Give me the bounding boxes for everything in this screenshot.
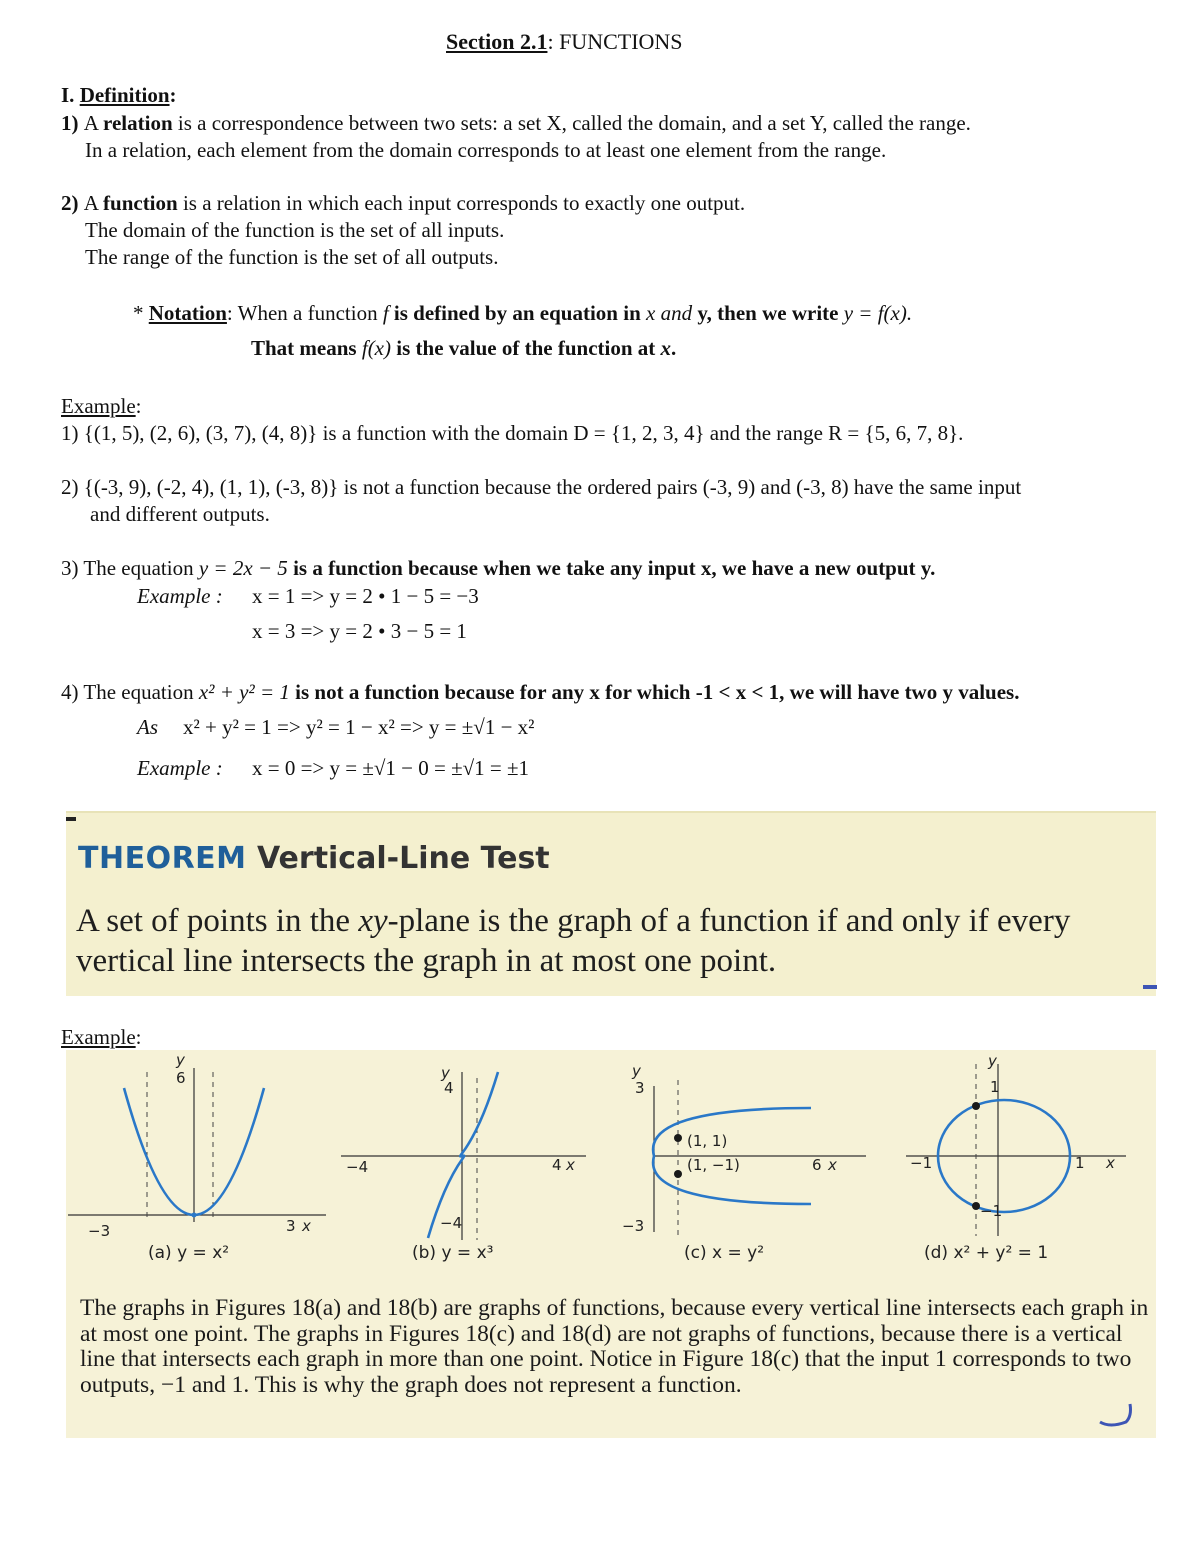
corner-mark xyxy=(1143,985,1157,989)
tick-label: −3 xyxy=(88,1222,111,1240)
caption-a: (a) y = x² xyxy=(148,1243,230,1263)
theorem-body xyxy=(76,901,1151,981)
notation-line2 xyxy=(251,335,676,362)
heading-colon: : xyxy=(135,394,142,418)
x-axis-label: x xyxy=(566,1156,575,1174)
point-label: (1, −1) xyxy=(687,1156,740,1174)
tick-label: 3 xyxy=(635,1079,645,1097)
page-title xyxy=(446,28,683,55)
text: , then we write xyxy=(706,301,844,325)
tick-label: −1 xyxy=(980,1202,1003,1220)
math: x² + y² = 1 xyxy=(198,680,290,704)
example-3-calc2: x = 3 => y = 2 • 3 − 5 = 1 xyxy=(252,619,467,643)
text: is a function because when we take any input x, we have a new output y. xyxy=(287,556,936,580)
text: is defined by an equation in xyxy=(388,301,646,325)
example-3 xyxy=(61,555,935,582)
text: 3) The equation xyxy=(61,556,199,580)
tick-label: 4 xyxy=(552,1156,562,1174)
examples-heading xyxy=(61,393,141,420)
heading-text: Example xyxy=(61,1025,136,1049)
example-4-calc2: x = 0 => y = ±√1 − 0 = ±√1 = ±1 xyxy=(252,756,530,780)
math: y = 2x − 5 xyxy=(198,556,288,580)
y-axis-label: y xyxy=(441,1064,450,1082)
corner-mark xyxy=(66,817,76,821)
text: is the value of the function at xyxy=(391,336,661,360)
figures-example-heading xyxy=(61,1024,141,1051)
tick-label: −1 xyxy=(910,1154,933,1172)
definition-relation-line2: In a relation, each element from the domain corresponds to at least one element from the range. xyxy=(85,138,887,162)
text: is a relation in which each input corresponds to exactly one output. xyxy=(177,191,746,215)
tick-label: −3 xyxy=(622,1217,645,1235)
math: xy xyxy=(358,903,388,939)
theorem-name: Vertical-Line Test xyxy=(256,841,550,876)
figure-c xyxy=(622,1062,866,1235)
figure-a xyxy=(68,1051,326,1240)
math: x xyxy=(646,301,656,325)
point-label: (1, 1) xyxy=(687,1132,728,1150)
tick-label: −4 xyxy=(440,1214,463,1232)
caption-d: (d) x² + y² = 1 xyxy=(924,1243,1049,1263)
tick-label: 1 xyxy=(990,1078,1000,1096)
end-mark-icon xyxy=(1096,1402,1136,1430)
term: function xyxy=(103,191,178,215)
tick-label: 4 xyxy=(444,1079,454,1097)
x-axis-label: x xyxy=(828,1156,837,1174)
figures-box xyxy=(66,1050,1156,1438)
text: That means xyxy=(251,336,362,360)
vertex-point xyxy=(192,1213,197,1218)
y-axis-label: y xyxy=(632,1062,641,1080)
text: : When a function xyxy=(226,301,383,325)
text: A xyxy=(83,191,104,215)
example-3-label: Example : xyxy=(137,584,223,608)
definition-function xyxy=(61,190,745,217)
math: f(x) xyxy=(361,336,392,360)
text: is not a function because for any x for which -1 < x < 1, we will have two y values. xyxy=(289,680,1020,704)
example-3-calc1: x = 1 => y = 2 • 1 − 5 = −3 xyxy=(252,584,479,608)
star: * xyxy=(133,301,149,325)
example-2-line2: and different outputs. xyxy=(90,502,270,526)
definition-function-line2: The domain of the function is the set of all inputs. xyxy=(85,218,505,242)
example-4-label: Example : xyxy=(137,756,223,780)
notation-line1 xyxy=(133,300,912,327)
text: . xyxy=(671,336,677,360)
theorem-heading xyxy=(78,841,550,876)
example-4 xyxy=(61,679,1019,706)
item-number: 2) xyxy=(61,191,84,215)
caption-b: (b) y = x³ xyxy=(412,1243,494,1263)
x-axis-label: x xyxy=(1106,1154,1115,1172)
tick-label: 1 xyxy=(1075,1154,1085,1172)
text: -plane is the graph of a function if and only if every vertical line intersects the graph in at most one point. xyxy=(76,903,1071,979)
figure-d xyxy=(906,1052,1126,1236)
heading-number: I. xyxy=(61,83,80,107)
text: and xyxy=(655,301,698,325)
section-title: : FUNCTIONS xyxy=(547,29,683,54)
math: f xyxy=(382,301,389,325)
figure-b xyxy=(341,1064,586,1240)
y-axis-label: y xyxy=(988,1052,997,1070)
notation-label: Notation xyxy=(148,301,227,325)
definition-function-line3: The range of the function is the set of all outputs. xyxy=(85,245,499,269)
heading-text: Definition xyxy=(79,83,170,107)
text: A set of points in the xyxy=(76,903,359,939)
section-number: Section 2.1 xyxy=(446,29,548,54)
tick-label: 6 xyxy=(812,1156,822,1174)
math: y xyxy=(697,301,707,325)
term: relation xyxy=(103,111,173,135)
text: is a correspondence between two sets: a set X, called the domain, and a set Y, called the range. xyxy=(172,111,971,135)
text: A xyxy=(83,111,104,135)
heading-text: Example xyxy=(61,394,136,418)
figures-explanation: The graphs in Figures 18(a) and 18(b) are graphs of functions, because every vertical line intersects each graph in at most one point. The graphs in Figures 18(c) and 18(d) are not graphs of functions, because there is a vertical line that intersects each graph in more than one point. Notice in Figure 18(c) that the input 1 corresponds to two outputs, −1 and 1. This is why the graph does not represent a function. xyxy=(80,1295,1149,1398)
definition-heading xyxy=(61,82,177,109)
example-2-line1: 2) {(-3, 9), (-2, 4), (1, 1), (-3, 8)} is not a function because the ordered pairs (-3, 9) and (-3, 8) have the same input xyxy=(61,475,1022,499)
heading-colon: : xyxy=(135,1025,142,1049)
item-number: 1) xyxy=(61,111,84,135)
definition-relation xyxy=(61,110,971,137)
example-4-calc1: x² + y² = 1 => y² = 1 − x² => y = ±√1 − x² xyxy=(183,715,535,739)
math: y = f(x). xyxy=(843,301,913,325)
intersection-point xyxy=(972,1102,980,1110)
point-1-neg1 xyxy=(674,1170,682,1178)
y-axis-label: y xyxy=(176,1051,185,1069)
heading-colon: : xyxy=(169,83,177,107)
text: 4) The equation xyxy=(61,680,199,704)
x-axis-label: x xyxy=(302,1217,311,1235)
theorem-box xyxy=(66,811,1156,996)
intersection-point xyxy=(972,1202,980,1210)
tick-label: −4 xyxy=(346,1158,369,1176)
tick-label: 3 xyxy=(286,1217,296,1235)
point-1-1 xyxy=(674,1134,682,1142)
example-4-as: As xyxy=(137,715,158,739)
caption-c: (c) x = y² xyxy=(684,1243,765,1263)
math: x xyxy=(660,336,672,360)
curve-cubic xyxy=(428,1072,498,1238)
example-1: 1) {(1, 5), (2, 6), (3, 7), (4, 8)} is a function with the domain D = {1, 2, 3, 4} and the range R = {5, 6, 7, 8}. xyxy=(61,421,964,445)
tick-label: 6 xyxy=(176,1069,186,1087)
theorem-label: THEOREM xyxy=(78,841,247,876)
